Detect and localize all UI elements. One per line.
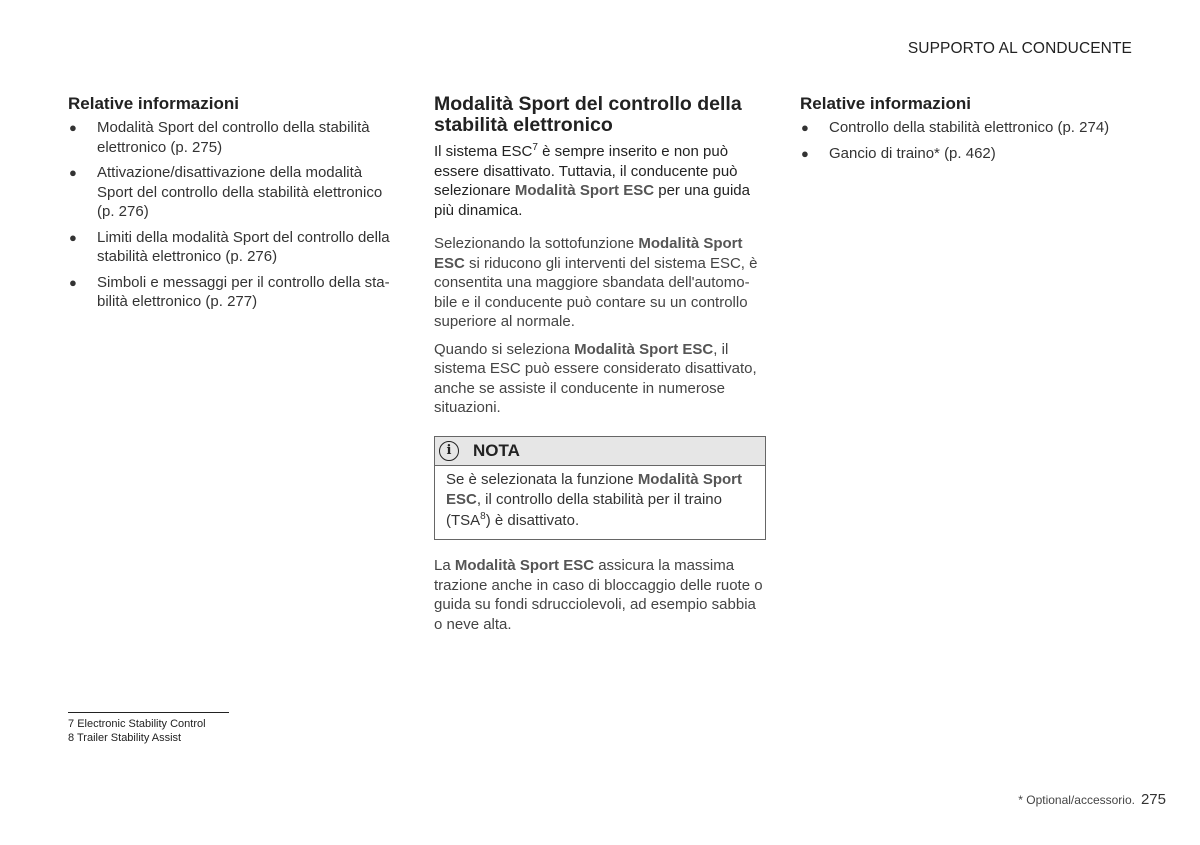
note-box <box>434 436 766 541</box>
esc-sport-mode-term: Modalità Sport ESC <box>446 470 742 508</box>
related-links-list <box>68 118 398 312</box>
bullet-icon: ● <box>69 120 77 135</box>
section-header: SUPPORTO AL CONDUCENTE <box>907 40 1132 57</box>
bullet-icon: ● <box>69 274 77 290</box>
related-info-title: Relative informazioni <box>800 94 971 113</box>
footnote: 8 Trailer Stability Assist <box>68 732 182 744</box>
esc-sport-mode-term: Modalità Sport ESC <box>434 235 743 272</box>
bullet-icon: ● <box>801 120 809 135</box>
bullet-icon: ● <box>69 165 77 180</box>
esc-sport-mode-term: Modalità Sport ESC <box>574 340 714 358</box>
main-column <box>434 94 768 642</box>
paragraph: Selezionando la sottofunzione Modalità Sport ESC si riducono gli interventi del sistema ESC, è consentita una maggiore sbandata dell'automo-bile e il conducente può contare su un controllo superiore al normale. <box>434 235 758 330</box>
related-links-list <box>800 118 1140 163</box>
footnote-divider <box>68 712 229 713</box>
bullet-icon: ● <box>801 145 809 161</box>
info-icon: i <box>439 441 459 461</box>
related-link[interactable]: ● Attivazione/disattivazione della modalità Sport del controllo della stabilità elettronico (p. 276) <box>69 164 383 220</box>
note-title: NOTA <box>473 440 520 460</box>
related-link[interactable]: ● Modalità Sport del controllo della stabilità elettronico (p. 275) <box>69 119 370 156</box>
optional-note: * Optional/accessorio. <box>1018 793 1135 807</box>
related-link[interactable]: ● Controllo della stabilità elettronico (p. 274) <box>801 119 1110 136</box>
note-header <box>435 437 765 466</box>
page-footer <box>1018 791 1166 808</box>
related-link[interactable]: ● Limiti della modalità Sport del controllo della stabilità elettronico (p. 276) <box>69 228 390 265</box>
bullet-icon: ● <box>69 229 77 245</box>
related-link[interactable]: ● Gancio di traino* (p. 462) <box>801 144 996 162</box>
footnote: 7 Electronic Stability Control <box>68 718 206 730</box>
right-column <box>800 94 1140 169</box>
footnotes <box>68 717 206 745</box>
left-column <box>68 94 398 318</box>
intro-paragraph: Il sistema ESC$^7$ è sempre inserito e non può essere disattivato. Tuttavia, il conducente può selezionare Modalità Sport ESC per una guida più dinamica. <box>434 142 750 219</box>
note-text: Se è selezionata la funzione Modalità Sport ESC, il controllo della stabilità per il traino (TSA$^8$) è disattivato. <box>446 470 742 529</box>
paragraph: Quando si seleziona Modalità Sport ESC, il sistema ESC può essere considerato disattivato, anche se assiste il conducente in numerose situazioni. <box>434 340 757 416</box>
page-number: 275 <box>1140 791 1166 808</box>
related-info-title: Relative informazioni <box>68 94 239 113</box>
esc-sport-mode-term: Modalità Sport ESC <box>514 182 655 199</box>
esc-sport-mode-term: Modalità Sport ESC <box>454 557 595 574</box>
section-title: Modalità Sport del controllo della stabilità elettronico <box>434 93 742 136</box>
paragraph: La Modalità Sport ESC assicura la massima trazione anche in caso di bloccaggio delle ruote o guida su fondi sdrucciolevoli, ad esempio sabbia o neve alta. <box>434 557 763 633</box>
related-link[interactable]: ● Simboli e messaggi per il controllo della sta-bilità elettronico (p. 277) <box>69 273 390 310</box>
